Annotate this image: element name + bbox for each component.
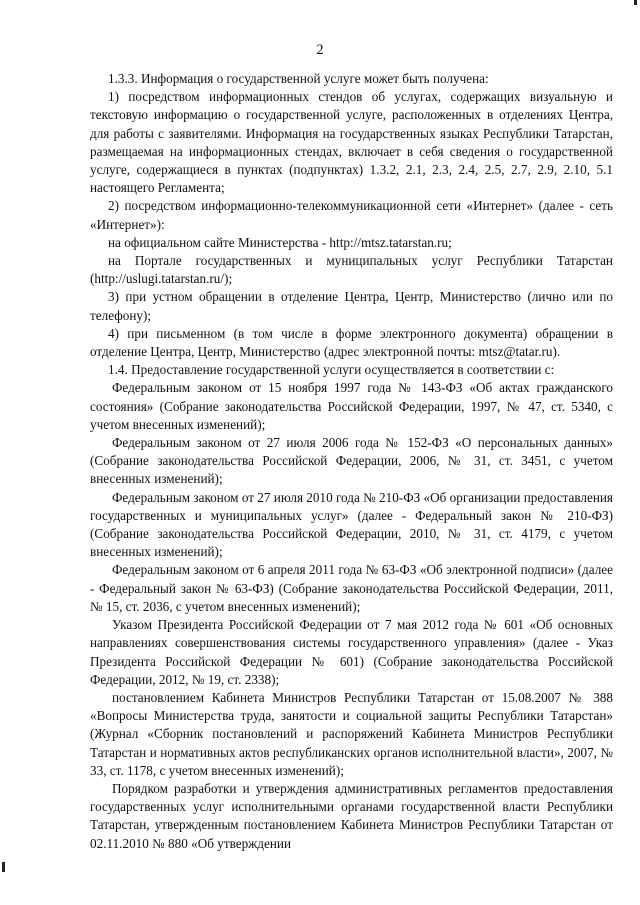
- paragraph-portal: на Портале государственных и муниципальных услуг Республики Татарстан (http://uslugi.tatarstan.ru/);: [90, 253, 613, 287]
- paragraph-law-152: Федеральным законом от 27 июля 2006 года № 152-ФЗ «О персональных данных» (Собрание законодательства Российской Федерации, 2006, № 31, ст. 3451, с учетом внесенных изменений);: [90, 435, 613, 487]
- paragraph-oral-request: 3) при устном обращении в отделение Центра, Центр, Министерство (лично или по телефону);: [90, 289, 613, 323]
- paragraph-1-4: 1.4. Предоставление государственной услуги осуществляется в соответствии с:: [108, 362, 555, 378]
- document-body: [90, 70, 613, 853]
- paragraph-stands: 1) посредством информационных стендов об услугах, содержащих визуальную и текстовую информацию о государственной услуге, расположенных в отделениях Центра, для работы с заявителями. Информация на государственных языках Республики Татарстан, размещаемая на информационных стендах, включает в себя сведения о государственной услуге, содержащиеся в пунктах (подпунктах) 1.3.2, 2.1, 2.3, 2.4, 2.5, 2.7, 2.9, 2.10, 5.1 настоящего Регламента;: [90, 89, 613, 196]
- paragraph-order-880: Порядком разработки и утверждения административных регламентов предоставления государственных услуг исполнительными органами государственной власти Республики Татарстан, утвержденным постановлением Кабинета Министров Республики Татарстан от 02.11.2010 № 880 «Об утверждении: [90, 780, 613, 851]
- paragraph-ministry-site: на официальном сайте Министерства - http://mtsz.tatarstan.ru;: [108, 234, 452, 250]
- paragraph-written-request: 4) при письменном (в том числе в форме электронного документа) обращении в отделение Центра, Центр, Министерство (адрес электронной почты: mtsz@tatar.ru).: [90, 325, 613, 360]
- paragraph-law-210: Федеральным законом от 27 июля 2010 года № 210-ФЗ «Об организации предоставления государственных и муниципальных услуг» (далее - Федеральный закон № 210-ФЗ) (Собрание законодательства Российской Федерации, 2010, № 31, ст. 4179, с учетом внесенных изменений);: [90, 489, 613, 560]
- paragraph-resolution-388: постановлением Кабинета Министров Республики Татарстан от 15.08.2007 № 388 «Вопросы Министерства труда, занятости и социальной защиты Республики Татарстан» (Журнал «Сборник постановлений и распоряжений Кабинета Министров Республики Татарстан и нормативных актов республиканских органов исполнительной власти», 2007, № 33, ст. 1178, с учетом внесенных изменений);: [90, 689, 613, 778]
- scan-mark-top: [634, 0, 637, 5]
- paragraph-decree-601: Указом Президента Российской Федерации от 7 мая 2012 года № 601 «Об основных направлениях совершенствования системы государственного управления» (далее - Указ Президента Российской Федерации № 601) (Собрание законодательства Российской Федерации, 2012, № 19, ст. 2338);: [90, 617, 613, 687]
- paragraph-law-143: Федеральным законом от 15 ноября 1997 года № 143-ФЗ «Об актах гражданского состояния» (Собрание законодательства Российской Федерации, 1997, № 47, ст. 5340, с учетом внесенных изменений);: [90, 380, 613, 432]
- paragraph-law-63: Федеральным законом от 6 апреля 2011 года № 63-ФЗ «Об электронной подписи» (далее - Федеральный закон № 63-ФЗ) (Собрание законодательства Российской Федерации, 2011, № 15, ст. 2036, с учетом внесенных изменений);: [90, 562, 613, 614]
- page-number: 2: [316, 42, 324, 58]
- paragraph-1-3-3: 1.3.3. Информация о государственной услуге может быть получена:: [108, 71, 489, 86]
- scan-mark-bottom: [2, 862, 5, 872]
- paragraph-internet: 2) посредством информационно-телекоммуникационной сети «Интернет» (далее - сеть «Интернет»):: [90, 198, 613, 232]
